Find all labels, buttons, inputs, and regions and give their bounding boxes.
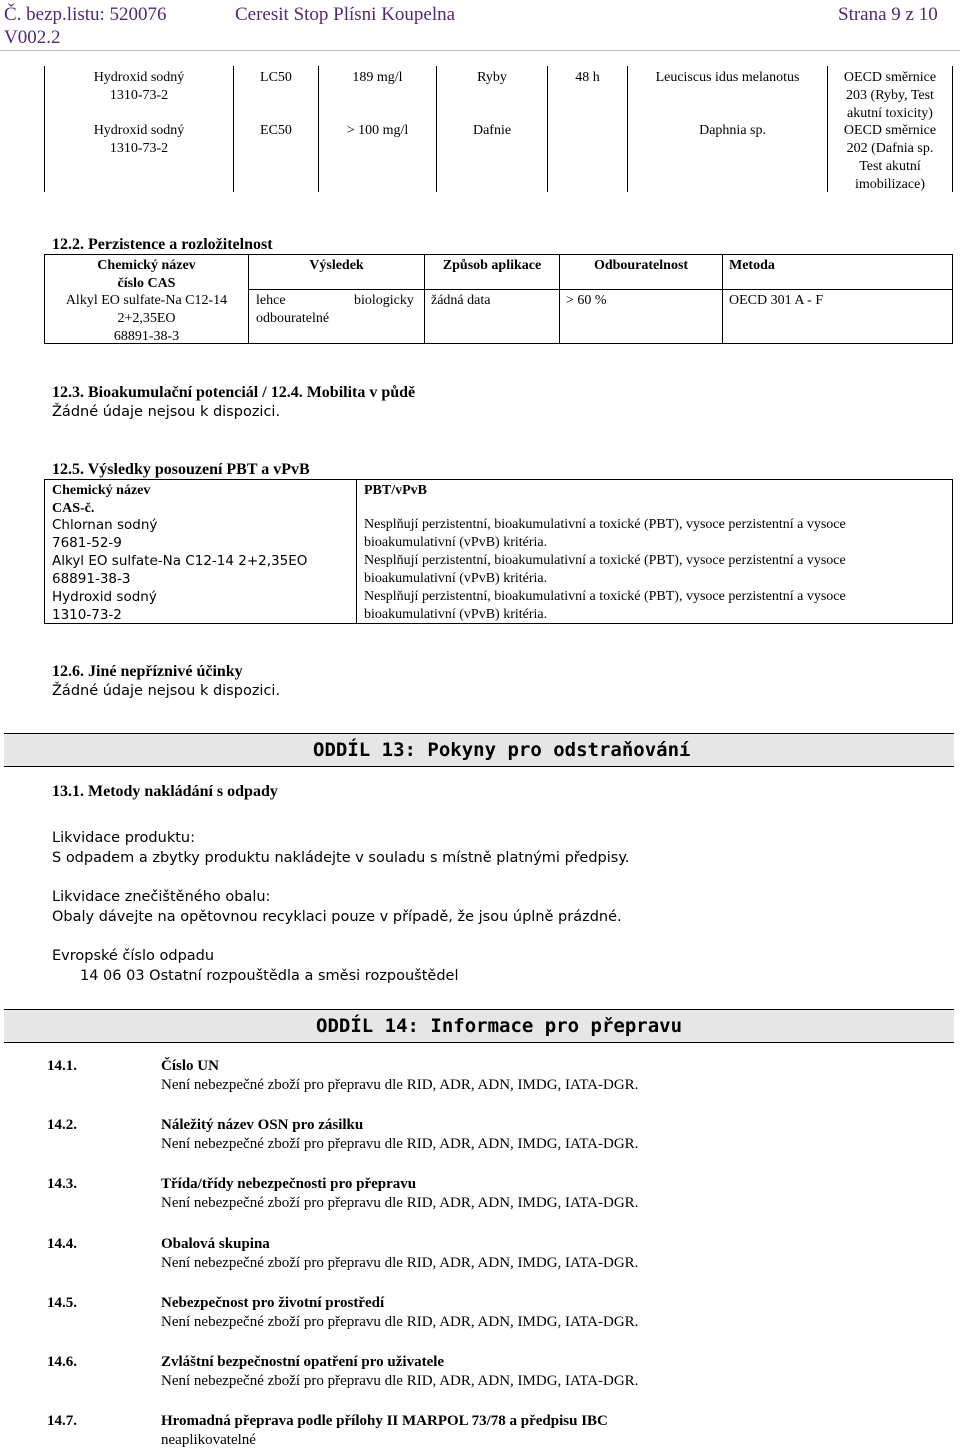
cas-number: 68891-38-3 <box>52 571 131 587</box>
header-cas: číslo CAS <box>117 276 176 291</box>
column-header: Odbouratelnost <box>593 258 689 273</box>
section-12-5-title: 12.5. Výsledky posouzení PBT a vPvB <box>52 461 310 478</box>
cas-number: 7681-52-9 <box>52 535 122 551</box>
tox-value: 189 mg/l <box>352 70 403 85</box>
column-header: Způsob aplikace <box>442 258 542 273</box>
table-border <box>44 254 953 255</box>
tox-time: 48 h <box>575 70 600 85</box>
pbt-assessment <box>364 516 846 552</box>
section-12-3-title: 12.3. Bioakumulační potenciál / 12.4. Mobilita v půdě <box>52 384 416 401</box>
tox-method-line: OECD směrnice <box>843 70 937 85</box>
transport-item-heading: Nebezpečnost pro životní prostředí <box>161 1295 385 1311</box>
column-header: Metoda <box>729 258 775 273</box>
application-text: žádná data <box>431 293 491 308</box>
cas-number: 1310-73-2 <box>52 607 122 623</box>
transport-item-heading: Obalová skupina <box>161 1236 270 1252</box>
table-border <box>952 479 953 624</box>
pbt-assessment <box>364 588 846 624</box>
packaging-disposal-label: Likvidace znečištěného obalu: <box>52 889 271 905</box>
table-border <box>44 479 45 624</box>
cas-number: 68891-38-3 <box>113 329 180 344</box>
method-text: OECD 301 A - F <box>729 293 824 308</box>
tox-organism: Ryby <box>477 70 507 85</box>
table-border <box>44 479 953 480</box>
transport-item-number: 14.2. <box>47 1117 77 1133</box>
column-header <box>45 257 248 293</box>
result-text: lehce <box>256 293 286 308</box>
transport-item-number: 14.6. <box>47 1354 77 1370</box>
section-12-6-title: 12.6. Jiné nepříznivé účinky <box>52 663 243 680</box>
transport-item-heading: Číslo UN <box>161 1058 219 1074</box>
tox-method-line: akutní toxicity) <box>847 106 933 121</box>
transport-item-text: Není nebezpečné zboží pro přepravu dle RID, ADR, ADN, IMDG, IATA-DGR. <box>161 1077 639 1093</box>
tox-species: Leuciscus idus melanotus <box>655 70 800 85</box>
transport-item-heading: Třída/třídy nebezpečnosti pro přepravu <box>161 1176 417 1192</box>
cas-number: 1310-73-2 <box>109 88 169 103</box>
tox-method-line: 203 (Ryby, Test <box>846 88 934 103</box>
substance-name: Alkyl EO sulfate-Na C12-14 <box>65 293 228 308</box>
transport-item-text: Není nebezpečné zboží pro přepravu dle RID, ADR, ADN, IMDG, IATA-DGR. <box>161 1314 639 1330</box>
transport-item-number: 14.3. <box>47 1176 77 1192</box>
tox-method <box>828 122 952 194</box>
table-border <box>722 254 723 344</box>
transport-item-number: 14.7. <box>47 1413 77 1429</box>
table-border <box>248 289 953 290</box>
table-border <box>356 479 357 624</box>
pbt-line: Nesplňují perzistentní, bioakumulativní a toxické (PBT), vysoce perzistentní a vysoce <box>364 589 846 604</box>
tox-value: > 100 mg/l <box>346 123 409 138</box>
pbt-line: bioakumulativní (vPvB) kritéria. <box>364 571 548 586</box>
transport-item-text: Není nebezpečné zboží pro přepravu dle RID, ADR, ADN, IMDG, IATA-DGR. <box>161 1255 639 1271</box>
column-header <box>52 482 150 518</box>
tox-species: Daphnia sp. <box>699 123 766 138</box>
tox-organism: Dafnie <box>472 123 512 138</box>
document-version: V002.2 <box>4 27 61 48</box>
transport-item-text: Není nebezpečné zboží pro přepravu dle RID, ADR, ADN, IMDG, IATA-DGR. <box>161 1373 639 1389</box>
section-13-title: ODDÍL 13: Pokyny pro odstraňování <box>313 739 691 761</box>
transport-item-text: Není nebezpečné zboží pro přepravu dle RID, ADR, ADN, IMDG, IATA-DGR. <box>161 1136 639 1152</box>
degradability-text: > 60 % <box>566 293 607 308</box>
product-disposal-text: S odpadem a zbytky produktu nakládejte v souladu s místně platnými předpisy. <box>52 850 630 866</box>
transport-item-number: 14.5. <box>47 1295 77 1311</box>
product-name: Ceresit Stop Plísni Koupelna <box>235 4 456 25</box>
waste-code-value: 14 06 03 Ostatní rozpouštědla a směsi rozpouštědel <box>80 968 459 984</box>
result-text: odbouratelné <box>256 311 330 326</box>
transport-item-heading: Náležitý název OSN pro zásilku <box>161 1117 364 1133</box>
table-row <box>45 292 248 346</box>
table-row <box>52 552 307 588</box>
product-disposal-label: Likvidace produktu: <box>52 830 195 846</box>
section-14-title: ODDÍL 14: Informace pro přepravu <box>316 1015 683 1037</box>
transport-item-heading: Zvláštní bezpečnostní opatření pro uživatele <box>161 1354 445 1370</box>
header-cas: CAS-č. <box>52 501 95 516</box>
header-divider <box>0 50 960 51</box>
table-border <box>952 66 953 192</box>
substance-name: Alkyl EO sulfate-Na C12-14 2+2,35EO <box>52 553 308 569</box>
cas-number: 1310-73-2 <box>109 141 169 156</box>
waste-code-label: Evropské číslo odpadu <box>52 948 215 964</box>
tox-method-line: 202 (Dafnia sp. <box>846 141 934 156</box>
pbt-assessment <box>364 552 846 588</box>
tox-type: LC50 <box>260 70 292 85</box>
tox-method-line: OECD směrnice <box>843 123 937 138</box>
pbt-line: Nesplňují perzistentní, bioakumulativní a toxické (PBT), vysoce perzistentní a vysoce <box>364 517 846 532</box>
transport-item-text: Není nebezpečné zboží pro přepravu dle RID, ADR, ADN, IMDG, IATA-DGR. <box>161 1195 639 1211</box>
page-number: Strana 9 z 10 <box>838 4 938 25</box>
section-12-3-text: Žádné údaje nejsou k dispozici. <box>52 404 281 420</box>
table-row <box>46 69 232 105</box>
table-row <box>52 516 157 552</box>
result-text: biologicky <box>354 293 414 308</box>
document-number: Č. bezp.listu: 520076 <box>4 4 167 25</box>
tox-method-line: Test akutní <box>859 159 921 174</box>
substance-name: Chlornan sodný <box>52 517 158 533</box>
table-row <box>52 588 157 624</box>
substance-name: Hydroxid sodný <box>93 70 185 85</box>
pbt-line: bioakumulativní (vPvB) kritéria. <box>364 607 548 622</box>
substance-name: Hydroxid sodný <box>93 123 185 138</box>
table-border <box>44 66 45 192</box>
section-13-1-title: 13.1. Metody nakládání s odpady <box>52 783 278 800</box>
section-12-2-title: 12.2. Perzistence a rozložitelnost <box>52 236 273 253</box>
substance-name: Hydroxid sodný <box>52 589 157 605</box>
substance-name-cont: 2+2,35EO <box>117 311 176 326</box>
packaging-disposal-text: Obaly dávejte na opětovnou recyklaci pouze v případě, že jsou úplně prázdné. <box>52 909 622 925</box>
column-header: PBT/vPvB <box>364 483 428 498</box>
table-border <box>952 254 953 344</box>
transport-item-heading: Hromadná přeprava podle přílohy II MARPOL 73/78 a předpisu IBC <box>161 1413 608 1429</box>
transport-item-number: 14.1. <box>47 1058 77 1074</box>
header-name: Chemický název <box>97 258 196 273</box>
pbt-line: Nesplňují perzistentní, bioakumulativní a toxické (PBT), vysoce perzistentní a vysoce <box>364 553 846 568</box>
tox-method-line: imobilizace) <box>855 177 925 192</box>
transport-item-number: 14.4. <box>47 1236 77 1252</box>
section-12-6-text: Žádné údaje nejsou k dispozici. <box>52 683 281 699</box>
transport-item-text: neaplikovatelné <box>161 1432 256 1448</box>
tox-type: EC50 <box>260 123 292 138</box>
header-name: Chemický název <box>52 483 151 498</box>
table-row <box>46 122 232 158</box>
column-header: Výsledek <box>309 258 364 273</box>
pbt-line: bioakumulativní (vPvB) kritéria. <box>364 535 548 550</box>
tox-method <box>828 69 952 123</box>
